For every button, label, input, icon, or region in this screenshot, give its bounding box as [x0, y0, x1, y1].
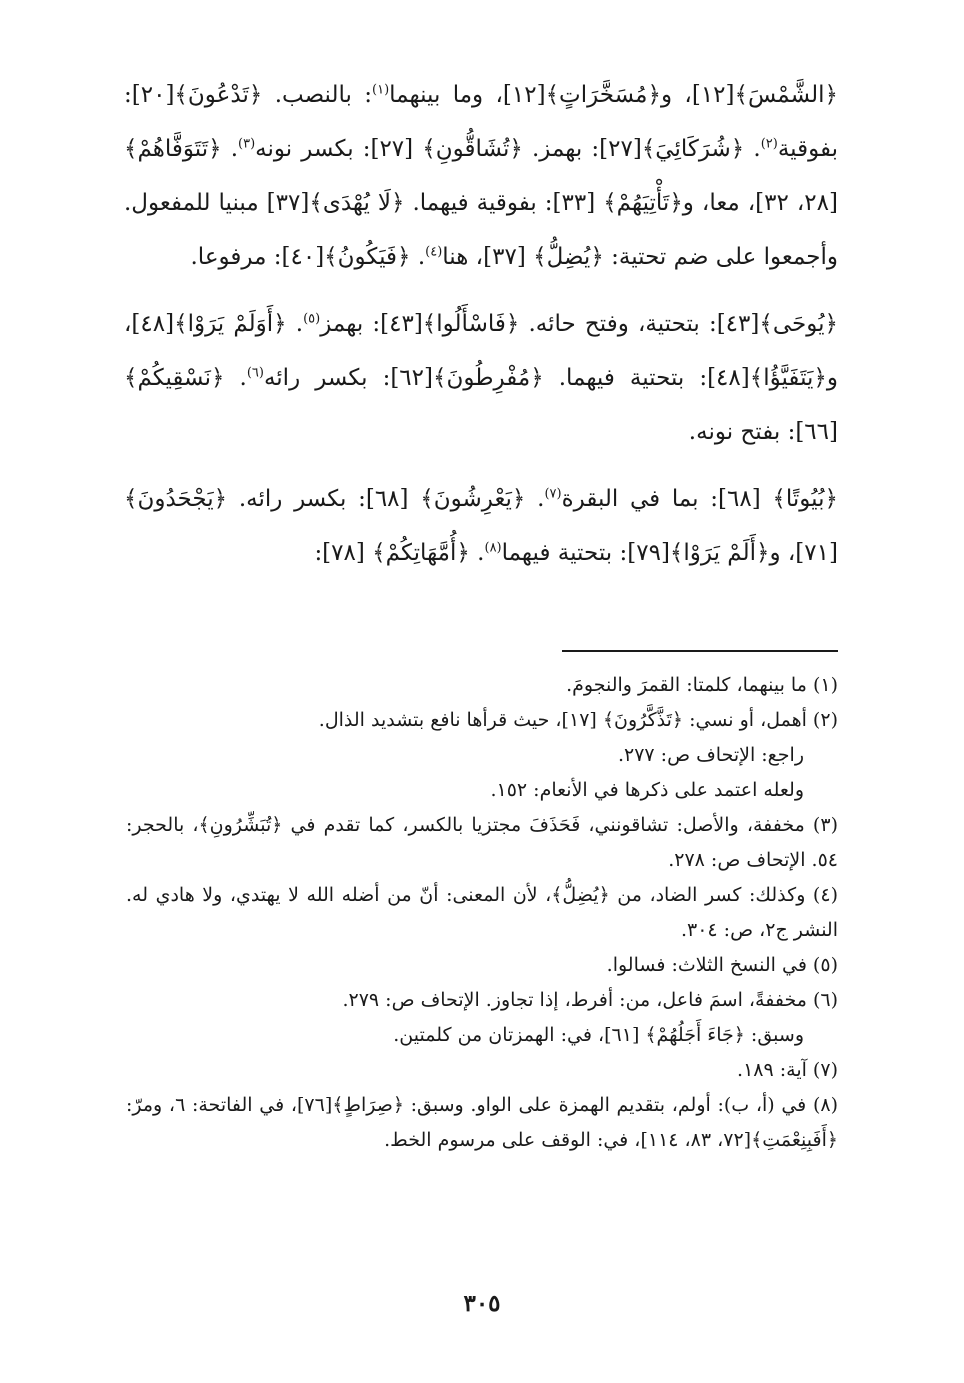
footnote-ref: (١): [372, 82, 390, 98]
footnote-ref: (٥): [303, 311, 321, 327]
footnote-separator: [562, 650, 838, 652]
text-segment: . ﴿فَيَكُونُ﴾[٤٠]: مرفوعا.: [190, 244, 426, 270]
footnote-7: (٧) آية: ١٨٩.: [737, 1059, 838, 1081]
text-segment: . ﴿نَسْقِيكُمْ﴾ [٦٦]: بفتح نونه.: [124, 365, 838, 445]
footnote-ref: (٧): [544, 486, 562, 502]
footnote-2-continuation: ولعله اعتمد على ذكرها في الأنعام: ١٥٢.: [490, 779, 804, 801]
footnote-6-continuation: وسبق: ﴿جَاءَ أَجَلُهُمْ﴾ [٦١]، في: الهمزتان من كلمتين.: [393, 1024, 804, 1046]
footnote-2: (٢) أهمل، أو نسي: ﴿تَذَّكَّرُونَ﴾ [١٧]، حيث قرأها نافع بتشديد الذال.: [318, 709, 838, 731]
main-text: [124, 68, 838, 593]
page-number: ٣٠٥: [463, 1290, 501, 1317]
footnote-1: (١) ما بينهما، كلمتا: القمرَ والنجومَ.: [566, 674, 838, 696]
footnote-4: (٤) وكذلك: كسر الضاد، من ﴿يُضِلُّ﴾، لأن المعنى: أنّ من أضله الله لا يهتدي، ولا هادي له. النشر ج٢، ص: ٣٠٤.: [126, 884, 838, 941]
text-segment: ﴿بُيُوتًا﴾ [٦٨]: بما في البقرة: [561, 486, 839, 512]
text-segment: ﴿يُوحَى﴾[٤٣]: بتحتية، وفتح حائه. ﴿فَاسْأَلُوا﴾[٤٣]: بهمز: [320, 311, 838, 337]
footnote-ref: (٢): [760, 136, 778, 152]
text-segment: . ﴿تَتَوَفَّاهُمْ﴾ [٢٨، ٣٢]، معا، و﴿تَأْتِيَهُمْ﴾ [٣٣]: بفوقية فيهما. ﴿لَا يُهْدَى﴾[٣٧] مبنيا للمفعول. وأجمعوا على ضم تحتية: ﴿يُضِلُّ﴾ [٣٧]، هنا: [124, 136, 838, 270]
text-segment: : بالنصب. ﴿تَدْعُونَ﴾[٢٠]: بفوقية: [124, 82, 839, 162]
footnote-6: (٦) مخففةً، اسمَ فاعل، من: أفرط، إذا تجاوز. الإتحاف ص: ٢٧٩.: [342, 989, 838, 1011]
footnotes: [126, 668, 838, 1158]
footnote-3: (٣) مخففة، والأصل: تشاقونني، فَحَذَفَ مجتزيا بالكسر، كما تقدم في ﴿تُبَشِّرُونِ﴾، بالحجر: ٥٤. الإتحاف ص: ٢٧٨.: [126, 814, 838, 871]
footnote-ref: (٨): [484, 540, 502, 556]
footnote-ref: (٣): [238, 136, 256, 152]
text-segment: . ﴿يَعْرِشُونَ﴾ [٦٨]: بكسر رائه. ﴿يَجْحَدُونَ﴾[٧١]، و﴿أَلَمْ يَرَوْا﴾[٧٩]: بتحتية فيهما: [124, 486, 838, 566]
footnote-ref: (٦): [246, 365, 264, 381]
footnote-2-continuation: راجع: الإتحاف ص: ٢٧٧.: [617, 744, 804, 766]
text-segment: ﴿الشَّمْسَ﴾[١٢]، و﴿مُسَخَّرَاتٍ﴾[١٢]، وما بينهما: [389, 82, 838, 108]
paragraph-2: [124, 297, 838, 459]
paragraph-3: [124, 472, 838, 580]
footnote-5: (٥) في النسخ الثلاث: فسالوا.: [606, 954, 838, 976]
footnote-8: (٨) في (أ، ب): أولم، بتقديم الهمزة على الواو. وسبق: ﴿صِرَاطٍ﴾[٧٦]، في الفاتحة: ٦، ومرّ: ﴿أَفَبِنِعْمَتِ﴾[٧٢، ٨٣، ١١٤]، في: الوقف على مرسوم الخط.: [126, 1094, 838, 1151]
text-segment: . ﴿أُمَّهَاتِكُمْ﴾ [٧٨]:: [314, 540, 485, 566]
text-segment: . ﴿أَوَلَمْ يَرَوْا﴾[٤٨]، و﴿يَتَفَيَّؤُا﴾[٤٨]: بتحتية فيهما. ﴿مُفْرِطُونَ﴾[٦٢]: بكسر رائه: [124, 311, 838, 391]
paragraph-1: [124, 68, 838, 284]
footnote-ref: (٤): [425, 244, 443, 260]
text-segment: . ﴿شُرَكَائِيَ﴾[٢٧]: بهمز. ﴿تُشَاقُّونِ﴾ [٢٧]: بكسر نونه: [255, 136, 761, 162]
